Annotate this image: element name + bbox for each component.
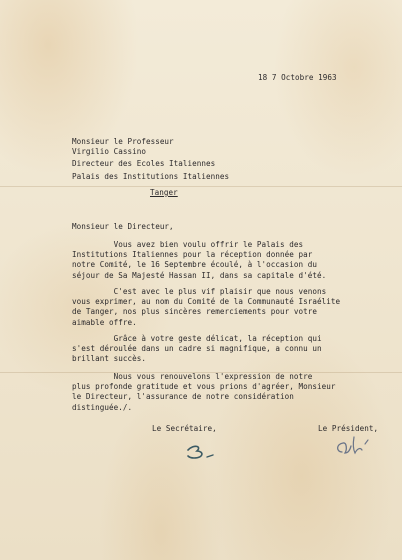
paragraph-line: distinguée./. <box>72 402 133 412</box>
recipient-title: Monsieur le Professeur <box>72 137 174 146</box>
paragraph-line: de Tanger, nos plus sincères remerciements pour votre <box>72 307 317 317</box>
paragraph-line: s'est déroulée dans un cadre si magnifique, a connu un <box>72 344 322 354</box>
paragraph-line: C'est avec le plus vif plaisir que nous venons <box>72 287 327 296</box>
president-handwritten-signature <box>332 432 382 462</box>
paragraph-line: brillant succès. <box>72 354 146 364</box>
paragraph-1 <box>72 240 392 281</box>
paragraph-4 <box>72 372 392 413</box>
letter-date: 18 7 Octobre 1963 <box>258 73 337 82</box>
paragraph-3 <box>72 334 392 365</box>
paragraph-line: le Directeur, l'assurance de notre considération <box>72 392 294 402</box>
paragraph-line: Grâce à votre geste délicat, la réception qui <box>72 334 322 343</box>
recipient-name: Virgilio Cassino <box>72 147 146 156</box>
paragraph-line: Institutions Italiennes pour la réception donnée par <box>72 250 313 260</box>
paragraph-line: vous exprimer, au nom du Comité de la Communauté Israélite <box>72 297 341 307</box>
recipient-address: Palais des Institutions Italiennes <box>72 172 230 181</box>
secretary-label: Le Secrétaire, <box>152 424 217 433</box>
paper-fold <box>0 186 402 187</box>
paragraph-line: Nous vous renouvelons l'expression de notre <box>72 372 313 381</box>
recipient-role: Directeur des Ecoles Italiennes <box>72 159 216 168</box>
paragraph-line: aimable offre. <box>72 317 137 327</box>
recipient-city: Tanger <box>150 188 178 197</box>
paragraph-line: plus profonde gratitude et vous prions d'agréer, Monsieur <box>72 382 336 392</box>
paragraph-line: séjour de Sa Majesté Hassan II, dans sa capitale d'été. <box>72 270 327 280</box>
president-label: Le Président, <box>318 424 379 433</box>
paragraph-line: notre Comité, le 16 Septembre écoulé, à l'occasion du <box>72 260 317 270</box>
paragraph-line: Vous avez bien voulu offrir le Palais des <box>72 240 304 249</box>
paragraph-2 <box>72 287 392 328</box>
salutation: Monsieur le Directeur, <box>72 222 174 231</box>
secretary-handwritten-signature <box>182 440 232 464</box>
